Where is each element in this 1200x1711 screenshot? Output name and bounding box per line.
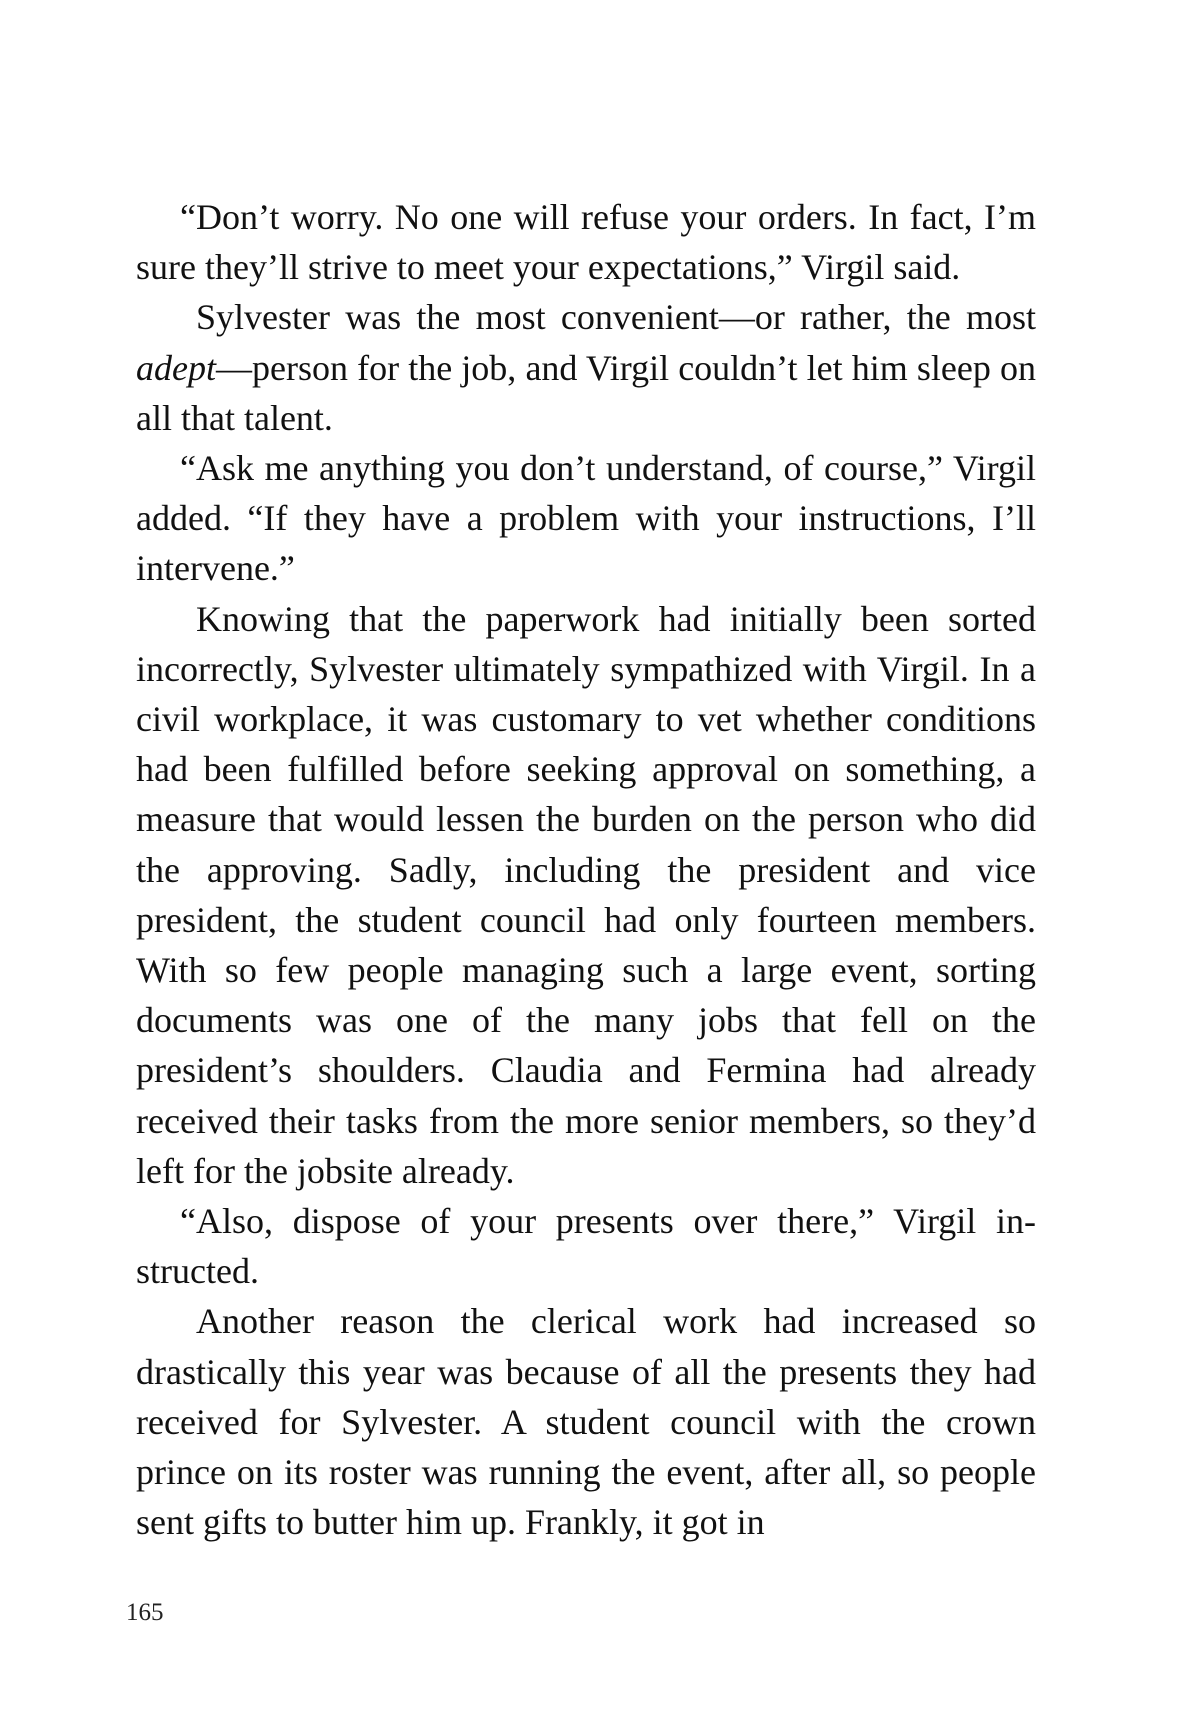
paragraph-text: Another reason the clerical work had increased so drastically this year was because of all the presents they had received for Sylvester. A student council with the crown prince on its roster was running the event, after all, so people sent gifts to butter him up. Frankly, it got in	[136, 1301, 1036, 1543]
paragraph	[136, 443, 1036, 594]
paragraph-text: Sylvester was the most convenient—or rather, the most	[196, 297, 1036, 338]
paragraph-text: —person for the job, and Virgil couldn’t let him sleep on all that talent.	[136, 347, 1036, 438]
paragraph	[136, 1296, 1036, 1547]
paragraph-text: Knowing that the paperwork had initially been sorted incorrectly, Sylvester ultimately sympathized with Virgil. In a civil workplace, it was customary to vet whether conditions had been fulfilled before seeking approval on something, a measure that would lessen the burden on the person who did the approving. Sadly, including the president and vice president, the student council had only fourteen members. With so few people managing such a large event, sorting documents was one of the many jobs that fell on the president’s shoulders. Claudia and Fermina had already received their tasks from the more senior members, so they’d left for the jobsite already.	[136, 598, 1036, 1191]
page-number: 165	[126, 1599, 164, 1626]
emphasis-text: adept	[136, 347, 216, 388]
body-text	[136, 192, 1036, 1547]
paragraph-text: “Don’t worry. No one will refuse your orders. In fact, I’m sure they’ll strive to meet your expectations,” Virgil said.	[136, 197, 1036, 288]
paragraph	[136, 192, 1036, 292]
paragraph	[136, 1196, 1036, 1296]
paragraph-text: “Also, dispose of your presents over there,” Virgil instructed.	[136, 1201, 1036, 1292]
paragraph	[136, 292, 1036, 443]
paragraph	[136, 594, 1036, 1196]
paragraph-text: “Ask me anything you don’t understand, of course,” Virgil added. “If they have a problem with your instructions, I’ll intervene.”	[136, 448, 1036, 589]
